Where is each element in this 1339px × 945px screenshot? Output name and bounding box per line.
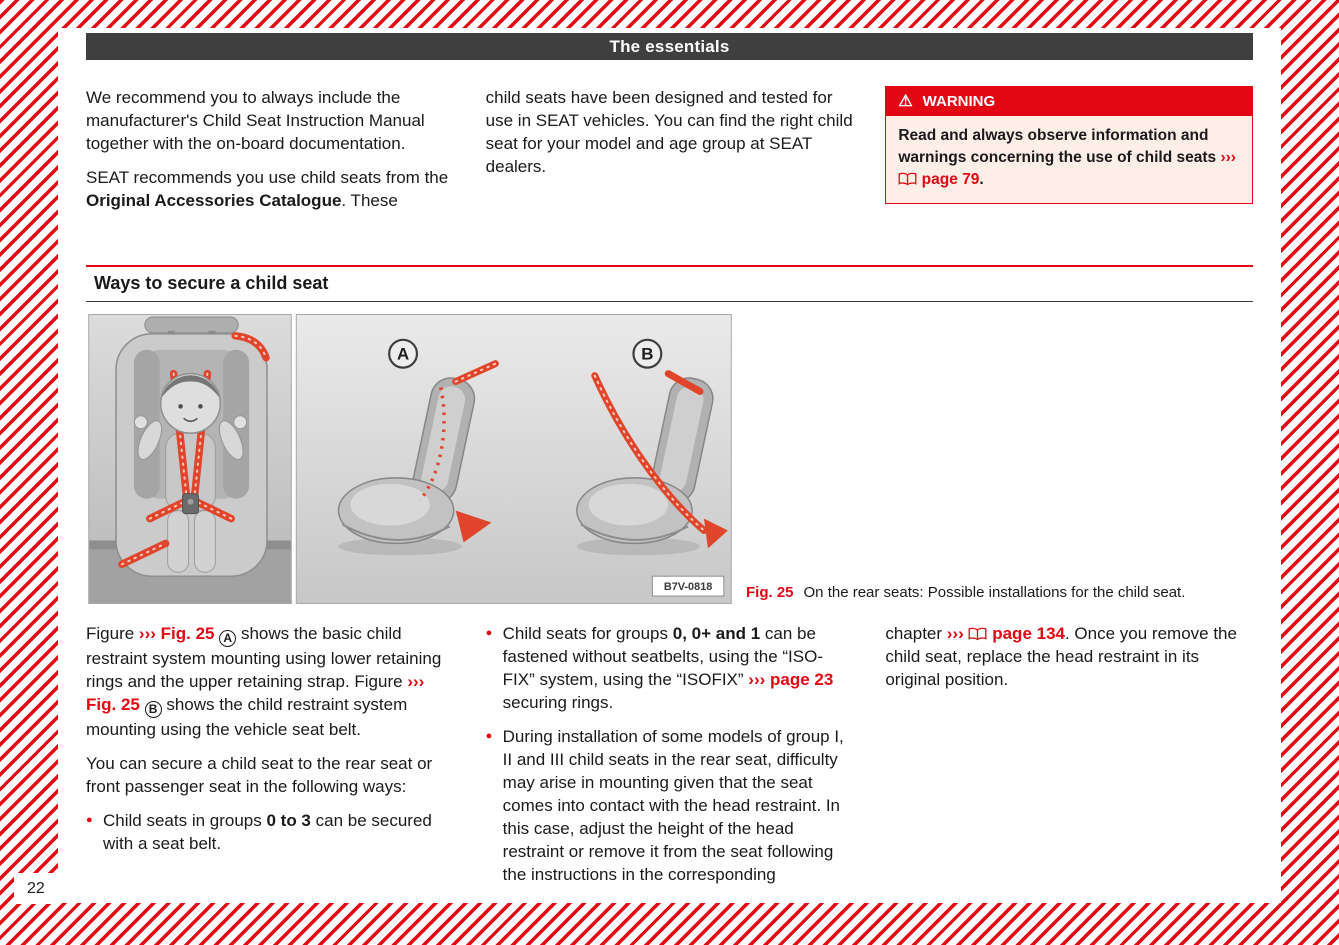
cross-reference-link[interactable]: ››› <box>946 624 964 643</box>
paragraph: We recommend you to always include the manufacturer's Child Seat Instruction Manual together with the on-board documentation. <box>86 88 425 153</box>
text-segment: shows the child restraint system mounting using the vehicle seat belt. <box>86 695 408 739</box>
text-segment: 0, 0+ and 1 <box>672 624 761 643</box>
cross-reference-link[interactable]: page 23 <box>770 670 834 689</box>
page-header-banner: The essentials <box>86 33 1253 60</box>
paragraph <box>86 166 454 212</box>
open-book-icon <box>898 171 917 188</box>
list-item: ● During installation of some models of group I, II and III child seats in the rear seat, difficulty may arise in mounting given that the seat comes into contact with the head restraint. In this case, adjust the height of the head restraint or remove it from the seat following the instructions in the corresponding <box>486 725 854 886</box>
child-in-seat-front-view <box>89 317 291 603</box>
warning-header <box>886 87 1252 116</box>
text-segment <box>140 695 145 714</box>
seat-a-label: A <box>396 344 410 364</box>
figure-label-a <box>389 340 417 368</box>
figure-number: Fig. 25 <box>746 584 794 601</box>
circled-letter: A <box>219 630 236 647</box>
cross-reference-link[interactable]: Fig. 25 <box>160 624 215 643</box>
intro-column-2 <box>486 86 854 223</box>
text-segment: . These <box>341 191 398 210</box>
cross-reference-link[interactable]: ››› <box>407 672 425 691</box>
cross-reference-link[interactable]: ››› <box>748 670 766 689</box>
section-heading: Ways to secure a child seat <box>86 265 1253 302</box>
body-column-3 <box>885 622 1253 897</box>
body-column-1 <box>86 622 454 897</box>
warning-box <box>885 86 1253 204</box>
figure-caption <box>746 583 1185 604</box>
cross-reference-link[interactable]: ››› <box>138 624 161 643</box>
seat-b-label: B <box>641 344 654 364</box>
text-segment: chapter <box>885 624 947 643</box>
figure-block <box>86 314 1253 604</box>
body-column-2 <box>486 622 854 897</box>
intro-column-1 <box>86 86 454 223</box>
text-segment: shows the basic child restraint system mounting using lower retaining rings and the upper retaining strap. Figure <box>86 624 442 691</box>
figure-label-b <box>633 340 661 368</box>
paragraph <box>885 622 1253 691</box>
intro-column-3 <box>885 86 1253 223</box>
text-segment: SEAT recommends you use child seats from the <box>86 168 449 187</box>
warning-body-text <box>886 116 1252 203</box>
paragraph <box>86 622 454 741</box>
paragraph: child seats have been designed and tested for use in SEAT vehicles. You can find the right child seat for your model and age group at SEAT dealers. <box>485 88 853 176</box>
cross-reference-link[interactable]: page 79 <box>921 171 980 188</box>
page-content <box>58 28 1281 903</box>
text-segment: . Once you remove the child seat, replace the head restraint in its original position. <box>885 624 1237 689</box>
figure-code-text: B7V-0818 <box>663 581 713 594</box>
text-segment: Original Accessories Catalogue <box>86 191 342 210</box>
list-item <box>86 809 454 855</box>
open-book-icon <box>968 624 987 643</box>
body-section <box>86 622 1253 897</box>
text-segment: can be secured with a seat belt. <box>103 811 432 853</box>
text-segment: Figure <box>86 624 139 643</box>
text-segment: 0 to 3 <box>266 811 311 830</box>
warning-title: WARNING <box>922 93 996 110</box>
figure-illustration <box>86 314 734 604</box>
text-segment: Read and always observe information and warnings concerning the use of child seats <box>898 127 1221 166</box>
text-segment: . <box>979 171 984 188</box>
list-item <box>486 622 854 714</box>
circled-letter: B <box>145 701 162 718</box>
page-number: 22 <box>14 873 60 904</box>
text-segment: securing rings. <box>502 693 614 712</box>
cross-reference-link[interactable]: ››› <box>1220 149 1236 166</box>
warning-triangle-icon: ⚠ <box>898 92 913 110</box>
text-segment: Child seats in groups <box>103 811 267 830</box>
paragraph: You can secure a child seat to the rear seat or front passenger seat in the following ways: <box>86 754 433 796</box>
text-segment: Child seats for groups <box>502 624 673 643</box>
figure-code-tag <box>652 576 724 596</box>
cross-reference-link[interactable]: page 134 <box>992 624 1065 643</box>
cross-reference-link[interactable]: Fig. 25 <box>86 695 140 714</box>
intro-section <box>86 86 1253 223</box>
text-segment: can be fastened without seatbelts, using the “ISO-FIX” system, using the “ISOFIX” <box>502 624 823 689</box>
figure-caption-text: On the rear seats: Possible installations for the child seat. <box>803 584 1186 601</box>
